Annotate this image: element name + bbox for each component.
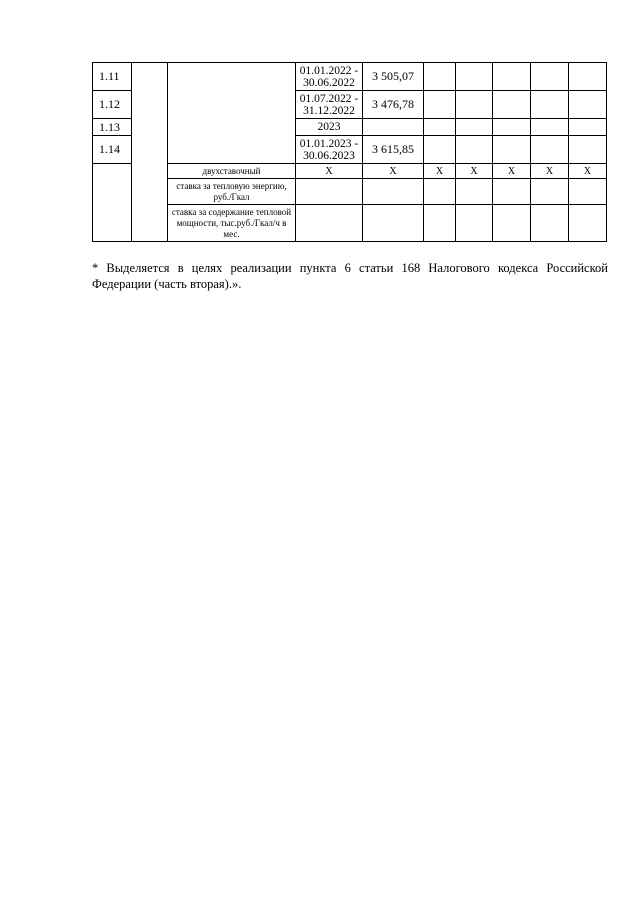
empty-cell xyxy=(456,179,493,205)
x-mark: X xyxy=(456,164,493,179)
period-cell: 2023 xyxy=(296,119,363,136)
empty-cell xyxy=(424,91,456,119)
empty-cell xyxy=(531,179,569,205)
period-cell: 01.01.2022 - 30.06.2022 xyxy=(296,63,363,91)
empty-cell xyxy=(168,63,296,164)
empty-cell xyxy=(493,136,531,164)
empty-cell xyxy=(531,119,569,136)
x-mark: X xyxy=(424,164,456,179)
value-cell: 3 505,07 xyxy=(363,63,424,91)
empty-cell xyxy=(363,179,424,205)
x-mark: X xyxy=(569,164,607,179)
empty-cell xyxy=(456,136,493,164)
footnote-line: * Выделяется в целях реализации пункта 6 статьи 168 Налогового кодекса Российской xyxy=(92,261,608,275)
row-number: 1.12 xyxy=(93,91,132,119)
empty-cell xyxy=(363,205,424,242)
empty-cell xyxy=(424,179,456,205)
empty-cell xyxy=(569,119,607,136)
table-row xyxy=(93,164,607,179)
footnote xyxy=(92,260,608,292)
table-row xyxy=(93,179,607,205)
empty-cell xyxy=(132,63,168,242)
value-cell xyxy=(363,119,424,136)
table-row xyxy=(93,63,607,91)
empty-cell xyxy=(493,63,531,91)
empty-cell xyxy=(493,205,531,242)
empty-cell xyxy=(531,63,569,91)
x-mark: X xyxy=(296,164,363,179)
footnote-line: Федерации (часть вторая).». xyxy=(92,277,242,291)
empty-cell xyxy=(424,205,456,242)
empty-cell xyxy=(493,119,531,136)
empty-cell xyxy=(569,179,607,205)
row-number: 1.13 xyxy=(93,119,132,136)
value-cell: 3 476,78 xyxy=(363,91,424,119)
energy-rate-label: ставка за тепловую энергию, руб./Гкал xyxy=(168,179,296,205)
empty-cell xyxy=(296,179,363,205)
period-cell: 01.07.2022 - 31.12.2022 xyxy=(296,91,363,119)
period-cell: 01.01.2023 - 30.06.2023 xyxy=(296,136,363,164)
empty-cell xyxy=(93,164,132,242)
x-mark: X xyxy=(363,164,424,179)
empty-cell xyxy=(569,205,607,242)
tariff-table xyxy=(92,62,607,242)
empty-cell xyxy=(456,119,493,136)
empty-cell xyxy=(531,91,569,119)
empty-cell xyxy=(424,63,456,91)
capacity-rate-label: ставка за содержание тепловой мощности, тыс.руб./Гкал/ч в мес. xyxy=(168,205,296,242)
x-mark: X xyxy=(493,164,531,179)
empty-cell xyxy=(456,91,493,119)
empty-cell xyxy=(296,205,363,242)
two-part-label: двухставочный xyxy=(168,164,296,179)
empty-cell xyxy=(569,136,607,164)
empty-cell xyxy=(569,91,607,119)
empty-cell xyxy=(456,205,493,242)
empty-cell xyxy=(531,205,569,242)
empty-cell xyxy=(493,179,531,205)
table-row xyxy=(93,205,607,242)
row-number: 1.11 xyxy=(93,63,132,91)
empty-cell xyxy=(493,91,531,119)
x-mark: X xyxy=(531,164,569,179)
empty-cell xyxy=(531,136,569,164)
empty-cell xyxy=(569,63,607,91)
row-number: 1.14 xyxy=(93,136,132,164)
empty-cell xyxy=(456,63,493,91)
empty-cell xyxy=(424,136,456,164)
value-cell: 3 615,85 xyxy=(363,136,424,164)
empty-cell xyxy=(424,119,456,136)
